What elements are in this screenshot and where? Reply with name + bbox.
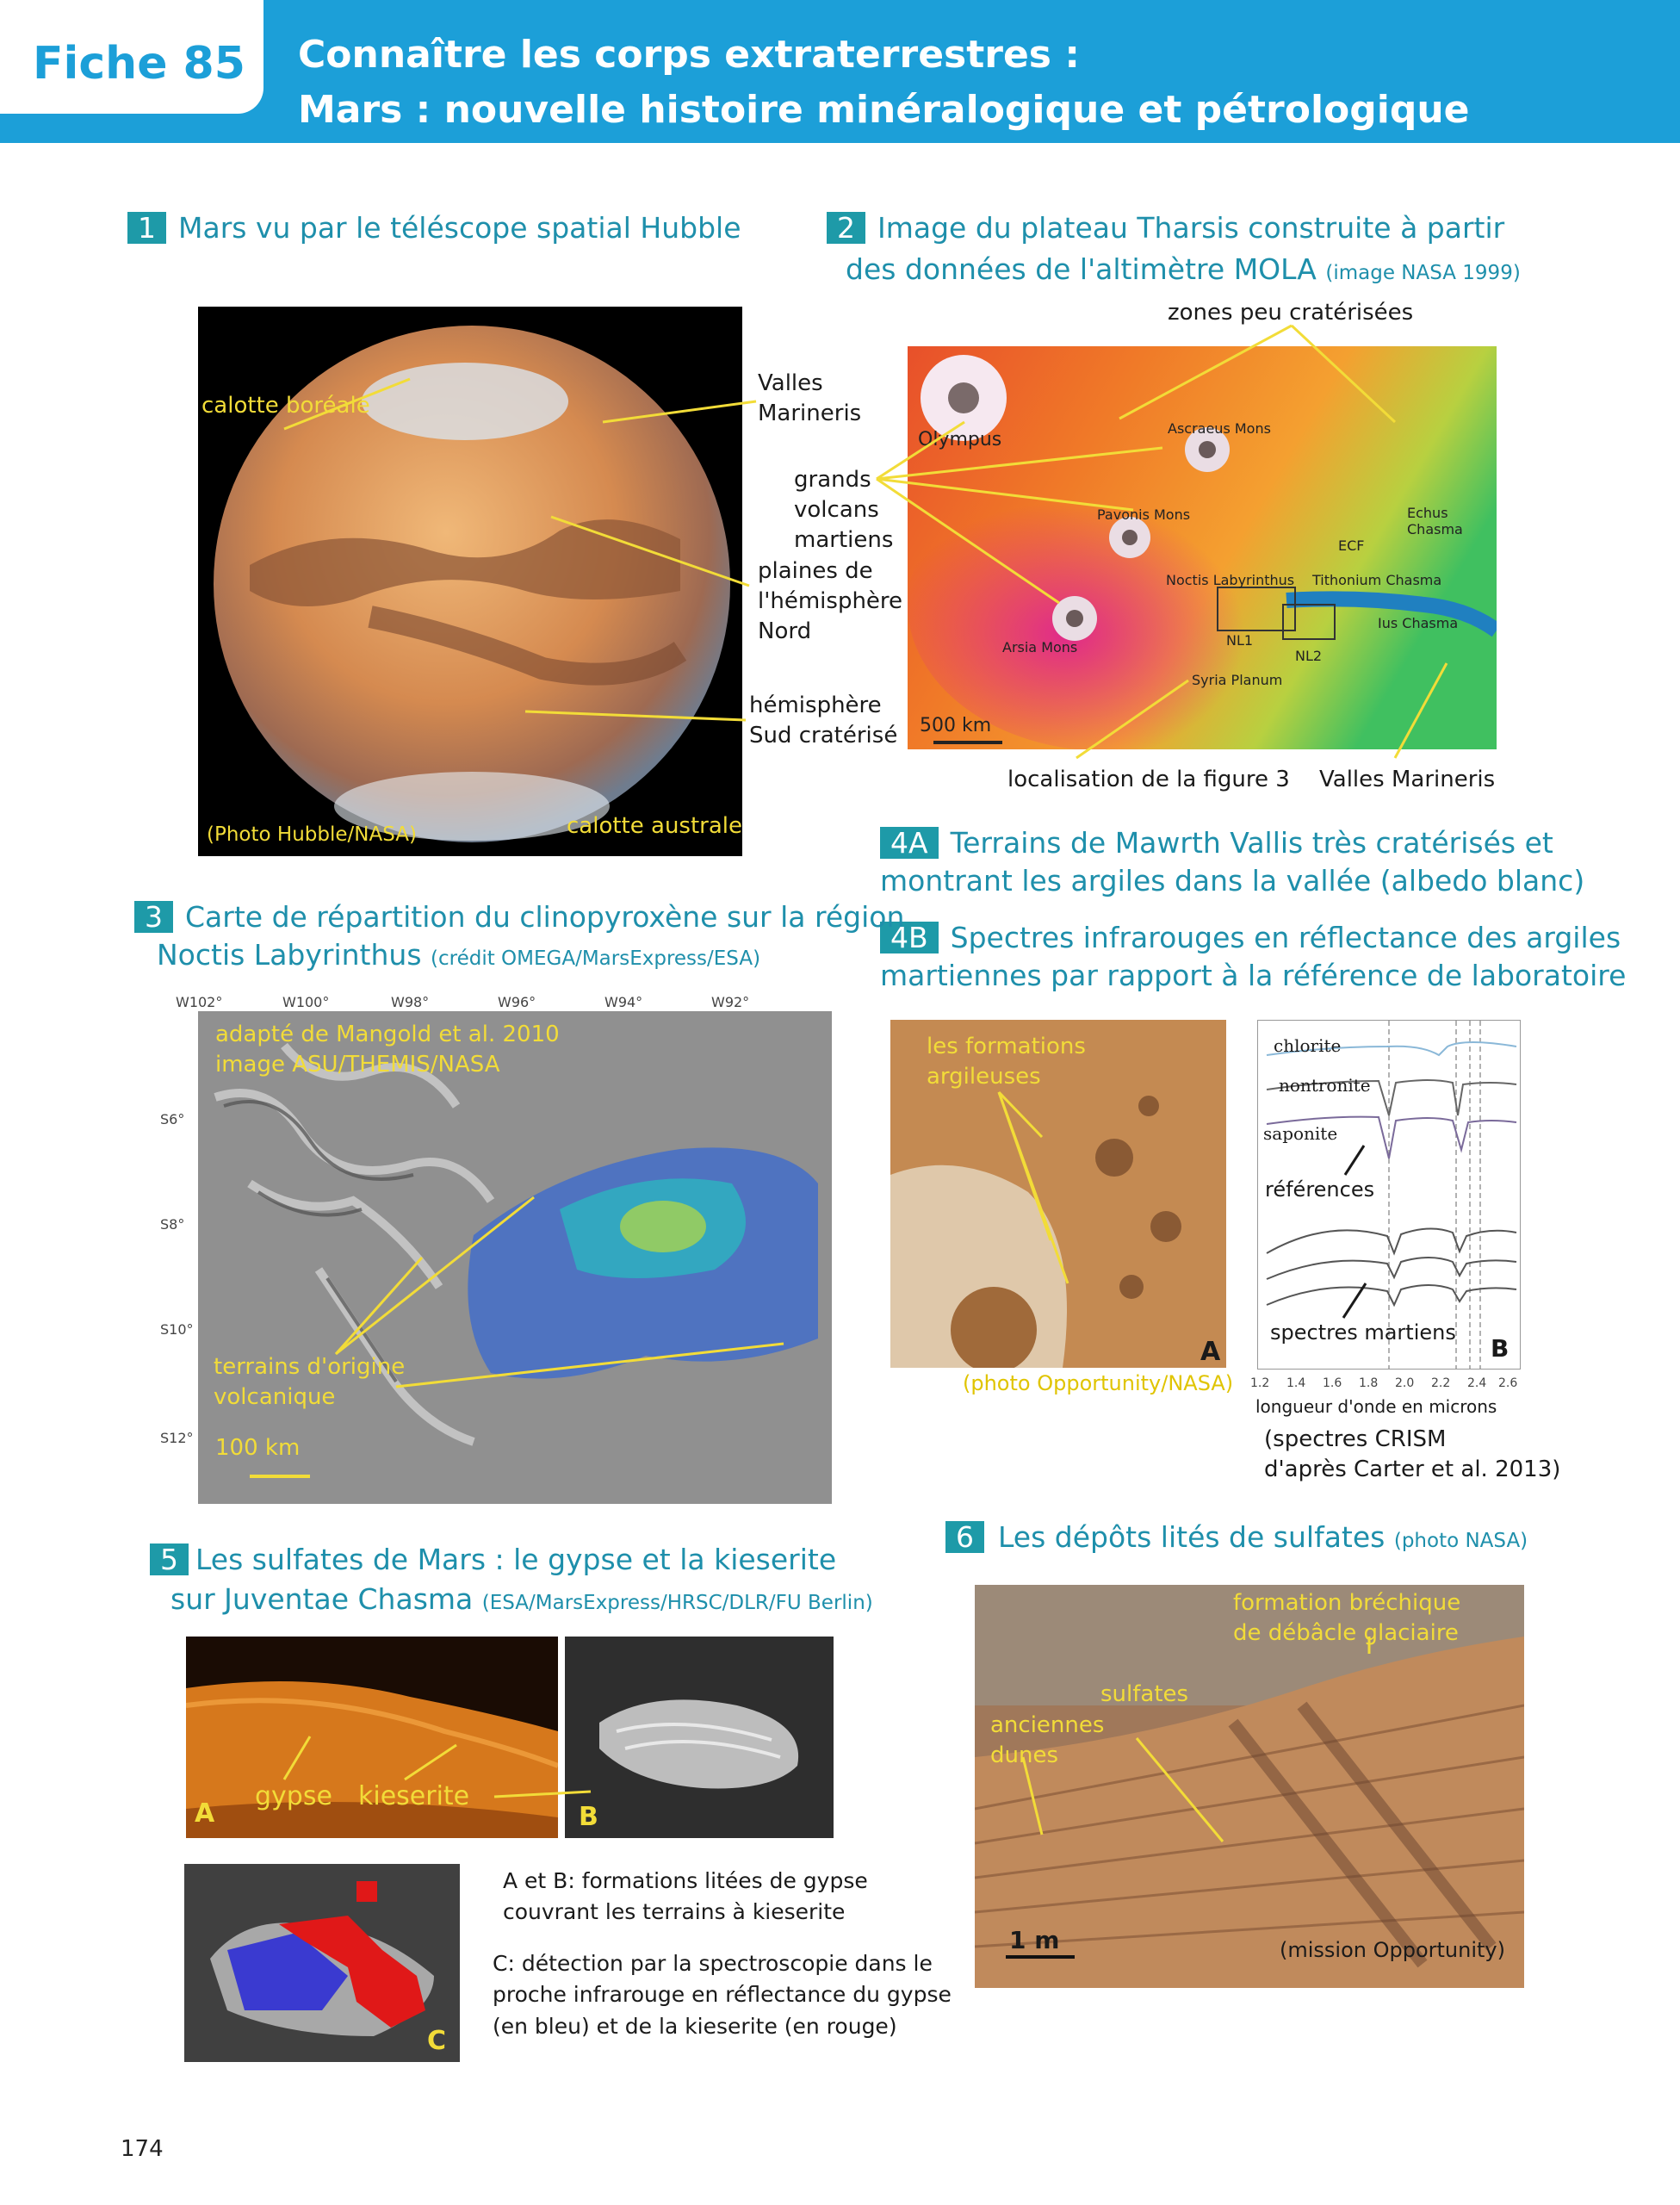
doc4b-xlabel: longueur d'onde en microns [1255,1396,1497,1417]
doc6-label-dunes: anciennes dunes [990,1712,1105,1769]
doc6-number: 6 [945,1521,984,1553]
doc1-label-plaines: plaines de l'hémisphère Nord [758,558,903,645]
doc4b-xtick: 1.2 [1250,1376,1270,1390]
doc4b-label-chlorite: chlorite [1274,1035,1342,1056]
doc4b-label-references: références [1265,1177,1375,1202]
doc4b-xtick: 2.6 [1498,1376,1518,1390]
doc2-noctis: Noctis Labyrinthus [1166,572,1295,588]
doc3-label-terrains: terrains d'origine volcanique [214,1354,406,1411]
doc3-ytick: S12° [160,1430,194,1446]
doc1-label-volcans: grands volcans martiens [794,467,894,554]
doc1-calotte-australe: calotte australe [567,813,742,839]
doc5-title: 5 Les sulfates de Mars : le gypse et la kieserite [150,1544,836,1575]
doc4a-number: 4A [880,827,939,859]
doc4b-xtick: 2.4 [1467,1376,1487,1390]
doc2-nl2: NL2 [1295,648,1323,664]
doc4b-label-martiens: spectres martiens [1270,1320,1456,1345]
doc4b-xtick: 2.2 [1431,1376,1451,1390]
doc3-xtick: W94° [604,994,643,1010]
doc2-syria: Syria Planum [1192,672,1283,688]
doc2-label-zones: zones peu cratérisées [1168,300,1414,326]
doc4a-mawrth-photo [890,1020,1226,1368]
doc2-number: 2 [827,212,865,244]
doc3-credit-adapte: adapté de Mangold et al. 2010 image ASU/THEMIS/NASA [215,1022,560,1078]
doc2-scale: 500 km [920,715,992,736]
doc3-noctis-map [198,1011,832,1504]
doc6-opportunity-photo [975,1585,1524,1988]
doc4a-letter: A [1200,1337,1221,1367]
doc4b-xtick: 2.0 [1395,1376,1415,1390]
doc1-calotte-boreale: calotte boréale [201,393,370,419]
fiche-label: Fiche 85 [33,38,245,90]
doc5-caption-c: C: détection par la spectroscopie dans le proche infrarouge en réflectance du gypse (en bleu) et de la kieserite (en rouge) [493,1951,952,2039]
page-number: 174 [121,2136,164,2162]
doc2-nl1: NL1 [1226,632,1254,649]
doc5-label-gypse: gypse [255,1781,332,1811]
page-title-line1: Connaître les corps extraterrestres : [298,33,1080,77]
doc3-number: 3 [134,901,173,933]
doc2-ascraeus: Ascraeus Mons [1168,420,1271,437]
doc2-echus: Echus Chasma [1407,505,1463,537]
doc6-title: 6 Les dépôts lités de sulfates (photo NASA) [945,1521,1528,1553]
doc6-label-breche: formation bréchique de débâcle glaciaire [1233,1590,1461,1647]
doc2-ius: Ius Chasma [1378,615,1459,631]
doc1-number: 1 [127,212,166,244]
doc4a-label-formations: les formations argileuses [927,1034,1086,1090]
doc3-xtick: W102° [176,994,223,1010]
doc2-pavonis: Pavonis Mons [1097,506,1191,523]
doc5-image-b [565,1637,834,1838]
doc4b-spectra-chart [1257,1020,1521,1370]
doc1-mars-photo [198,307,742,856]
doc4b-xtick: 1.4 [1286,1376,1306,1390]
doc2-arsia: Arsia Mons [1002,639,1078,655]
doc2-title: 2 Image du plateau Tharsis construite à partir [827,212,1504,244]
doc3-xtick: W98° [391,994,430,1010]
doc1-label-hemisphere: hémisphère Sud cratérisé [749,693,898,749]
doc5-letter-b: B [579,1802,598,1832]
doc5-caption-ab: A et B: formations litées de gypse couvrant les terrains à kieserite [503,1868,868,1925]
doc3-xtick: W100° [282,994,330,1010]
doc2-mola-map [908,346,1497,749]
doc2-olympus: Olympus [918,429,1002,450]
doc6-scale: 1 m [1009,1926,1060,1954]
doc4b-title: 4B Spectres infrarouges en réflectance des argiles [880,922,1621,953]
doc4a-title: 4A Terrains de Mawrth Vallis très cratérisés et [880,827,1553,859]
doc3-ytick: S6° [160,1111,185,1127]
doc3-xtick: W96° [498,994,536,1010]
doc5-number: 5 [150,1544,189,1575]
doc3-ytick: S8° [160,1216,185,1233]
doc3-title-line2: Noctis Labyrinthus (crédit OMEGA/MarsExpress/ESA) [157,938,761,972]
doc2-label-valles: Valles Marineris [1319,767,1496,792]
doc4b-label-nontronite: nontronite [1279,1075,1371,1096]
doc5-image-c [184,1864,460,2062]
page-title-line2: Mars : nouvelle histoire minéralogique et pétrologique [298,88,1470,132]
doc5-title-line2: sur Juventae Chasma (ESA/MarsExpress/HRSC/DLR/FU Berlin) [170,1582,873,1616]
doc3-scale: 100 km [215,1435,301,1461]
doc1-title: 1 Mars vu par le téléscope spatial Hubble [127,212,741,244]
doc5-label-kieserite: kieserite [358,1781,470,1811]
doc6-label-sulfates: sulfates [1100,1681,1189,1707]
doc4b-label-saponite: saponite [1263,1123,1338,1144]
doc3-ytick: S10° [160,1321,194,1338]
doc4a-credit: (photo Opportunity/NASA) [963,1371,1234,1395]
doc5-letter-c: C [427,2026,447,2056]
doc2-tithonium: Tithonium Chasma [1312,572,1442,588]
doc4b-xtick: 1.8 [1359,1376,1379,1390]
doc4b-xtick: 1.6 [1323,1376,1342,1390]
doc4b-letter: B [1491,1334,1510,1363]
doc2-ecf: ECF [1338,537,1365,554]
doc4b-title-line2: martiennes par rapport à la référence de laboratoire [880,959,1627,992]
doc5-image-a [186,1637,558,1838]
doc2-label-localisation: localisation de la figure 3 [1007,767,1290,792]
doc3-title: 3 Carte de répartition du clinopyroxène sur la région [134,901,904,933]
doc4b-credit: (spectres CRISM d'après Carter et al. 2013) [1264,1426,1561,1483]
doc6-credit-mission: (mission Opportunity) [1280,1938,1505,1962]
doc4a-title-line2: montrant les argiles dans la vallée (albedo blanc) [880,864,1585,898]
doc2-title-line2: des données de l'altimètre MOLA (image NASA 1999) [846,252,1521,286]
doc3-xtick: W92° [711,994,750,1010]
doc1-label-valles: Valles Marineris [758,370,862,427]
doc1-credit: (Photo Hubble/NASA) [207,823,417,846]
doc4b-number: 4B [880,922,939,953]
doc5-letter-a: A [195,1798,215,1829]
